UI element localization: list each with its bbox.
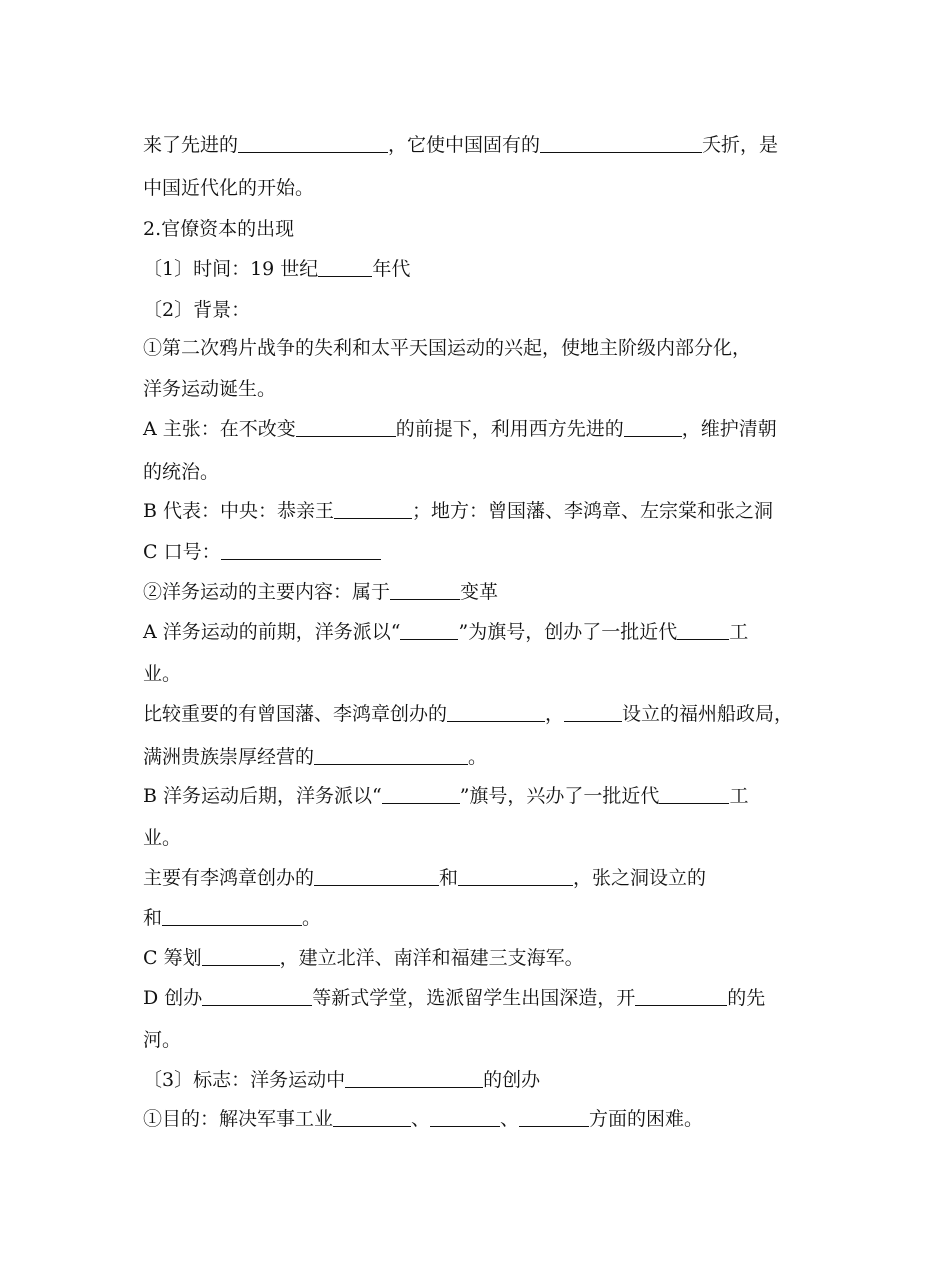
- fill-blank[interactable]: [345, 1068, 483, 1088]
- fill-blank[interactable]: [382, 784, 460, 804]
- fill-blank[interactable]: [430, 1107, 500, 1127]
- text-line: 〔1〕时间：19 世纪 年代: [143, 258, 411, 280]
- text-line: A 主张：在不改变 的前提下，利用西方先进的 ，维护清朝: [143, 418, 777, 440]
- text-line: 主要有李鸿章创办的 和 ，张之洞设立的: [143, 867, 707, 889]
- fill-blank[interactable]: [314, 745, 468, 765]
- text-line: 洋务运动诞生。: [143, 378, 277, 400]
- fill-blank[interactable]: [333, 1107, 411, 1127]
- text-line: ①第二次鸦片战争的失利和太平天国运动的兴起，使地主阶级内部分化，: [143, 337, 752, 359]
- fill-blank[interactable]: [519, 1107, 589, 1127]
- text-line: D 创办 等新式学堂，选派留学生出国深造，开 的先: [143, 987, 766, 1009]
- fill-blank[interactable]: [202, 986, 312, 1006]
- fill-blank[interactable]: [677, 620, 729, 640]
- text-line: 比较重要的有曾国藩、李鸿章创办的 ， 设立的福州船政局，: [143, 703, 794, 725]
- fill-blank[interactable]: [334, 499, 412, 519]
- fill-blank[interactable]: [564, 702, 622, 722]
- text-line: 业。: [143, 827, 182, 849]
- fill-blank[interactable]: [400, 620, 458, 640]
- section-heading: 2.官僚资本的出现: [143, 218, 295, 240]
- text-line: 来了先进的 ，它使中国固有的 夭折，是: [143, 134, 779, 156]
- fill-blank[interactable]: [540, 133, 702, 153]
- text-line: 〔2〕背景：: [143, 299, 251, 321]
- fill-blank[interactable]: [318, 257, 372, 277]
- fill-blank[interactable]: [624, 417, 682, 437]
- text-line: C 口号：: [143, 540, 381, 564]
- text-line: 和 。: [143, 907, 322, 929]
- text-line: 中国近代化的开始。: [143, 177, 315, 199]
- fill-blank[interactable]: [221, 540, 381, 560]
- fill-blank[interactable]: [447, 702, 545, 722]
- fill-blank[interactable]: [202, 946, 280, 966]
- fill-blank[interactable]: [314, 866, 439, 886]
- fill-blank[interactable]: [238, 133, 388, 153]
- text-line: 业。: [143, 663, 182, 685]
- fill-blank[interactable]: [162, 906, 302, 926]
- text-line: 的统治。: [143, 461, 220, 483]
- text-line: 满洲贵族崇厚经营的 。: [143, 746, 488, 768]
- text-line: B 代表：中央：恭亲王 ；地方：曾国藩、李鸿章、左宗棠和张之洞: [143, 500, 774, 522]
- text-line: B 洋务运动后期，洋务派以“ ”旗号，兴办了一批近代 工: [143, 785, 749, 807]
- text-line: A 洋务运动的前期，洋务派以“ ”为旗号，创办了一批近代 工: [143, 621, 749, 643]
- fill-blank[interactable]: [659, 784, 729, 804]
- text-line: 河。: [143, 1029, 182, 1051]
- text-line: C 筹划 ，建立北洋、南洋和福建三支海军。: [143, 947, 584, 969]
- fill-blank[interactable]: [635, 986, 727, 1006]
- fill-blank[interactable]: [458, 866, 573, 886]
- fill-blank[interactable]: [390, 580, 460, 600]
- fill-blank[interactable]: [296, 417, 396, 437]
- text-line: ①目的：解决军事工业 、 、 方面的困难。: [143, 1108, 704, 1130]
- text-line: 〔3〕标志：洋务运动中 的创办: [143, 1069, 541, 1091]
- text-line: ②洋务运动的主要内容：属于 变革: [143, 581, 499, 603]
